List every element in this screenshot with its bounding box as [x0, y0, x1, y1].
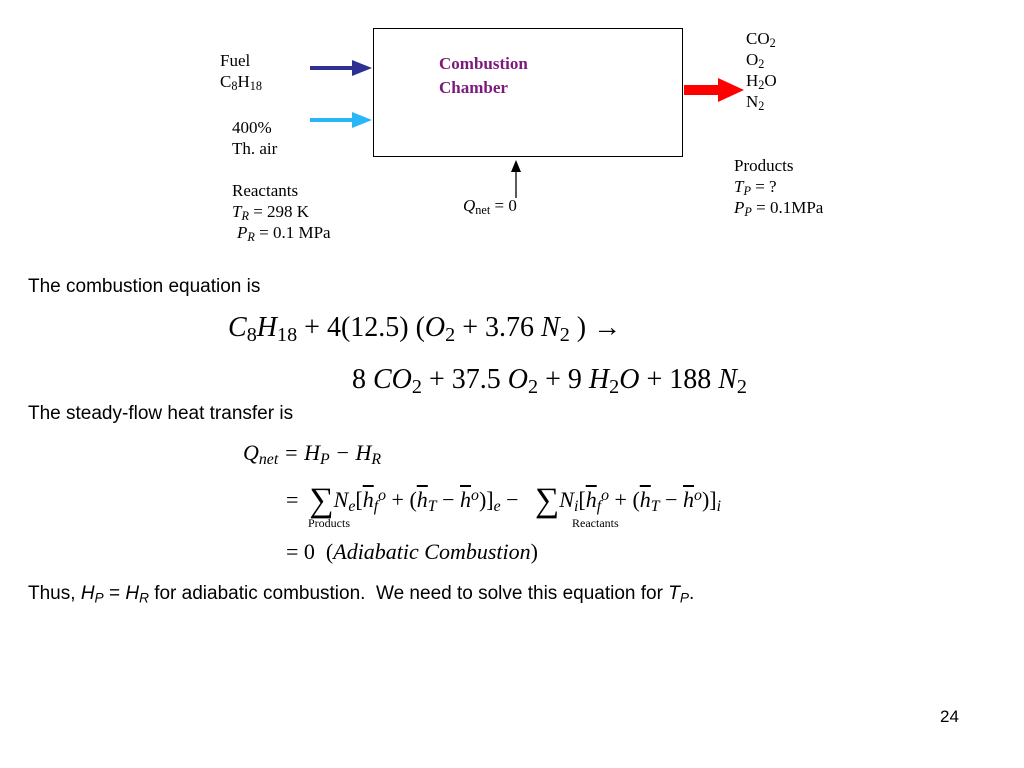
fuel-formula: $C_8H_{18}$ — [220, 72, 262, 94]
products-block — [734, 155, 823, 218]
combustion-chamber-box — [373, 28, 683, 157]
product-species-list — [746, 28, 777, 112]
combustion-diagram — [0, 0, 1024, 270]
products-pressure: $P_P = 0.1MPa$ — [734, 198, 824, 220]
chamber-label — [439, 52, 528, 100]
products-temperature: $T_P$ = ? — [734, 177, 777, 199]
species-n2: $N_2$ — [746, 92, 765, 114]
fuel-label — [220, 50, 262, 92]
air-arrow — [310, 112, 372, 128]
air-label — [232, 117, 277, 159]
heat-equation-line1: $Q_{net} = H_P - H_R$ — [243, 440, 382, 468]
heat-equation-zero-row: = 0 (Adiabatic Combustion) — [286, 539, 538, 564]
combustion-equation-line1: $C_8H_{18} + 4(12.5) (O_2 + 3.76$ $N_2$ ) → — [228, 312, 622, 347]
sum-reactants-symbol: ∑ — [535, 482, 560, 519]
heat-arrow — [511, 160, 521, 198]
air-type: Th. air — [232, 139, 278, 158]
conclusion-text: Thus, $H_P = H_R$ for adiabatic combustion. We need to solve this equation for $T_P$. — [28, 583, 695, 606]
chamber-label-line2: Chamber — [439, 78, 508, 97]
page-number: 24 — [940, 707, 959, 726]
reactants-temperature: $T_R = 298$ K — [232, 202, 310, 224]
heat-equation-sum-row: = $\sum N_e[\overline{h}_f^o + (\overline{h}_T - \overline{h}^o)]_e - \sum N_i[\overline{h}_f^o + (\overline{h}_T - \overline{h}^o)]_i$ — [286, 482, 721, 519]
combustion-equation-line2: 8 $CO_2 + 37.5$ $O_2 + 9$ $H_2O + 188$ $N_2$ — [352, 364, 747, 399]
air-percent: 400% — [232, 118, 272, 137]
heat-transfer-intro: The steady-flow heat transfer is — [28, 403, 294, 424]
products-title: Products — [734, 156, 794, 175]
reactants-title: Reactants — [232, 181, 299, 200]
products-arrow — [684, 78, 744, 102]
combustion-intro: The combustion equation is — [28, 276, 261, 297]
reactants-pressure: $P_R = 0.1$ MPa — [237, 223, 331, 245]
fuel-arrow — [310, 60, 372, 76]
chamber-label-line1: Combustion — [439, 54, 528, 73]
species-h2o: $H_2O$ — [746, 71, 777, 93]
reactants-block — [232, 180, 331, 243]
species-o2: $O_2$ — [746, 50, 765, 72]
sum-reactants-label: Reactants — [572, 516, 619, 530]
fuel-label-text: Fuel — [220, 51, 251, 70]
sum-products-label: Products — [308, 516, 350, 530]
qnet-label: $Q_{net} = 0$ — [463, 196, 517, 218]
species-co2: $CO_2$ — [746, 29, 776, 51]
sum-products-symbol: ∑ — [309, 482, 334, 519]
